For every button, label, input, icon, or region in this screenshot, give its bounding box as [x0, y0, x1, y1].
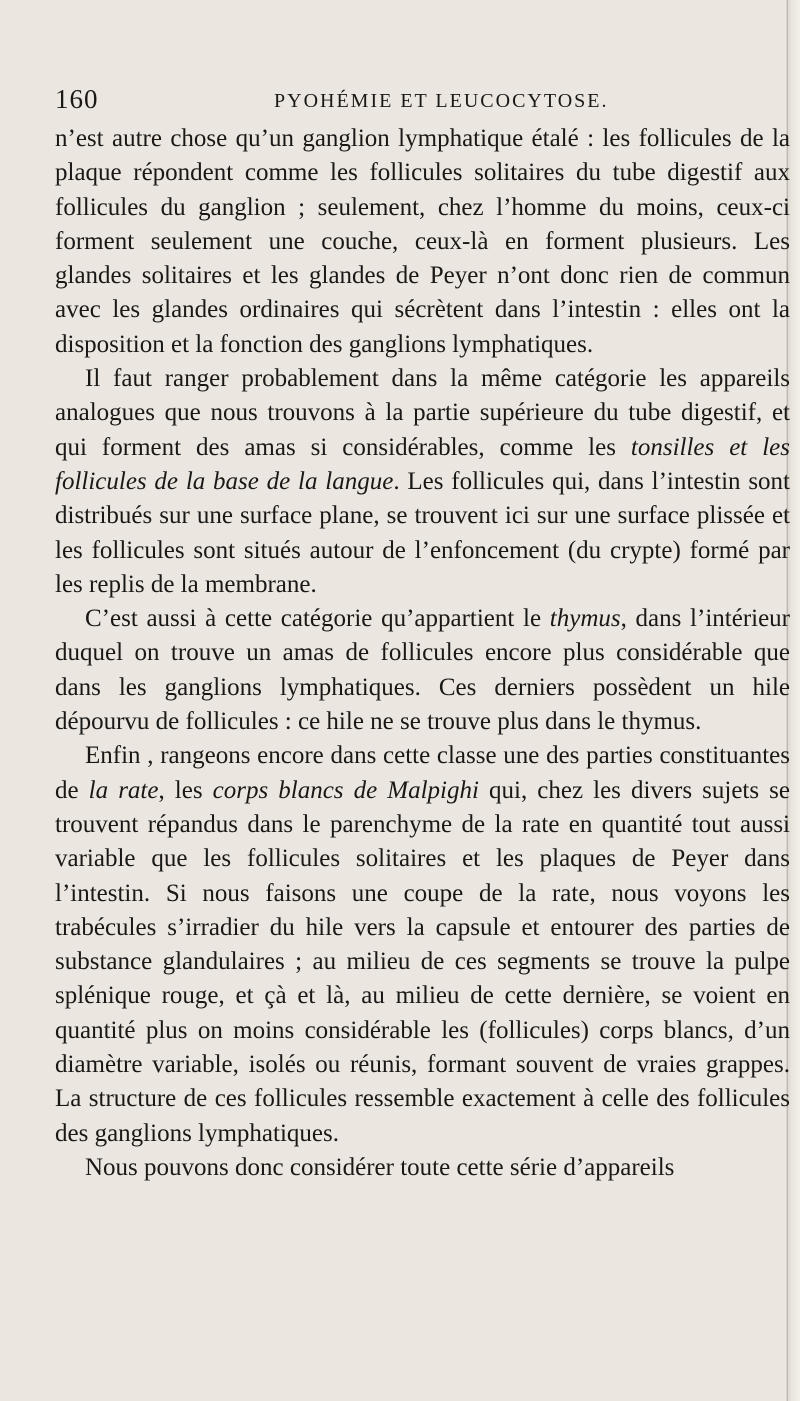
page-number: 160 — [55, 84, 99, 114]
text-run: n’est autre chose qu’un ganglion lymphatique étalé : les follicules de la plaque répondent comme les follicules solitaires du tube digestif aux follicules du ganglion ; seulement, chez l’homme du moins, ceux-ci forment seulement une couche, ceux-là en forment plusieurs. Les glandes solitaires et les glandes de Peyer n’ont donc rien de commun avec les glandes ordinaires qui sécrètent dans l’intestin : elles ont la disposition et la fonction des ganglions lymphatiques. — [55, 125, 790, 358]
page-header — [55, 84, 790, 118]
paragraph — [55, 739, 790, 1151]
paragraph — [55, 1151, 790, 1185]
body-text — [55, 122, 790, 1185]
italic-text: la rate — [88, 776, 159, 804]
italic-text: corps blancs de Malpighi — [212, 776, 479, 804]
running-title: PYOHÉMIE ET LEUCOCYTOSE. — [274, 90, 609, 112]
paragraph — [55, 362, 790, 602]
text-run: . Les follicules qui, dans l’intestin sont distribués sur une surface plane, se trouvent ici sur une surface plissée et les follicules sont situés autour de l’enfoncement (du crypte) formé par les replis de la membrane. — [55, 467, 790, 598]
text-run: qui, chez les divers sujets se trouvent répandus dans le parenchyme de la rate en quantité tout aussi variable que les follicules solitaires et les plaques de Peyer dans l’intestin. Si nous faisons une coupe de la rate, nous voyons les trabécules s’irradier du hile vers la capsule et entourer des parties de substance glandulaires ; au milieu de ces segments se trouve la pulpe splénique rouge, et çà et là, au milieu de cette dernière, se voient en quantité plus on moins considérable les (follicules) corps blancs, d’un diamètre variable, isolés ou réunis, formant souvent de vraies grappes. La structure de ces follicules ressemble exactement à celle des follicules des ganglions lymphatiques. — [55, 776, 790, 1147]
text-run: , dans l’intérieur duquel on trouve un amas de follicules encore plus considérable que dans les ganglions lymphatiques. Ces derniers possèdent un hile dépourvu de follicules : ce hile ne se trouve plus dans le thymus. — [55, 605, 791, 736]
italic-text: tonsilles et les follicules de la base de la langue — [55, 433, 790, 495]
text-run: , les — [158, 776, 213, 804]
italic-text: thymus — [549, 605, 621, 633]
text-run: Nous pouvons donc considérer toute cette série d’appareils — [85, 1153, 675, 1181]
text-run: Il faut ranger probablement dans la même catégorie les appareils analogues que nous trouvons à la partie supérieure du tube digestif, et qui forment des amas si considérables, comme les — [55, 365, 790, 461]
text-run: Enfin , rangeons encore dans cette classe une des parties constituantes de — [55, 742, 790, 804]
text-run: C’est aussi à cette catégorie qu’appartient le — [85, 605, 550, 633]
paragraph — [55, 602, 790, 739]
paragraph — [55, 122, 790, 362]
